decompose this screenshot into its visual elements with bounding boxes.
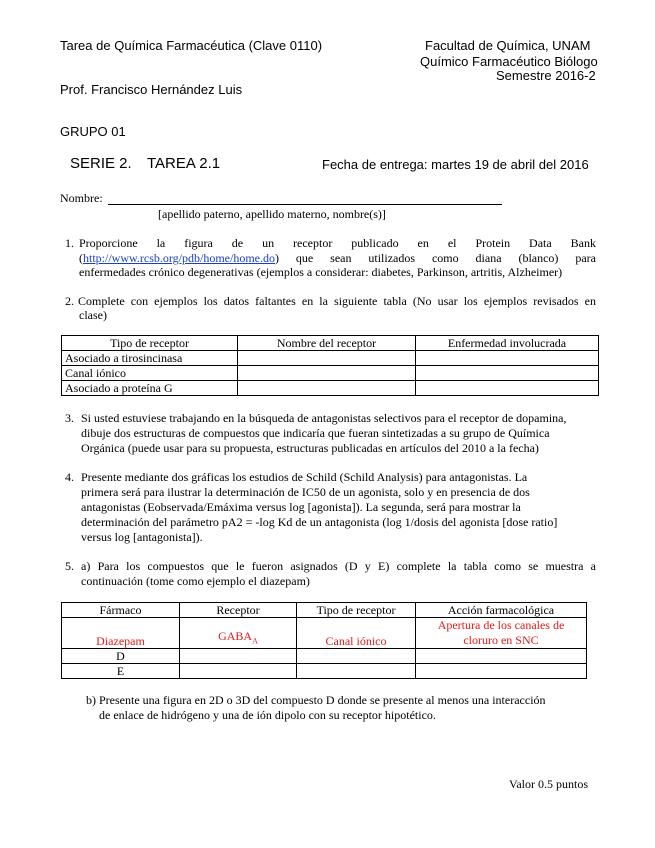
series-label: SERIE 2.: [70, 155, 132, 172]
q3-line3: Orgánica (puede usar para su propuesta, estructuras publicadas en artículos del 2010 a la fecha): [81, 441, 539, 455]
q1-line2: (http://www.rcsb.org/pdb/home/home.do) que sean utilizados como diana (blanco) para: [79, 251, 596, 265]
compound-cell: E: [62, 664, 180, 679]
q2-line1: Complete con ejemplos los datos faltantes en la siguiente tabla (No usar los ejemplos revisados en: [78, 294, 596, 308]
disease-cell[interactable]: [416, 351, 599, 366]
program-name: Químico Farmacéutico Biólogo: [420, 54, 598, 69]
score-value: Valor 0.5 puntos: [509, 777, 588, 791]
q5-line2: continuación (tome como ejemplo el diazepam): [81, 574, 310, 588]
table-header: Receptor: [180, 603, 297, 618]
table-row: [62, 381, 599, 396]
group-label: GRUPO 01: [60, 124, 126, 139]
q4-line5: versus log [antagonista]).: [81, 530, 203, 544]
receptor-type-cell[interactable]: [297, 664, 416, 679]
table-row: [62, 649, 587, 664]
task-label: TAREA 2.1: [147, 155, 221, 172]
receptor-name-cell[interactable]: [238, 381, 416, 396]
action-cell[interactable]: [416, 649, 587, 664]
q5-number: 5.: [65, 559, 74, 573]
q2-number: 2.: [65, 294, 74, 308]
example-row: [62, 618, 587, 649]
disease-cell[interactable]: [416, 381, 599, 396]
professor-name: Prof. Francisco Hernández Luis: [60, 82, 243, 97]
q5b-line2: de enlace de hidrógeno y una de ión dipolo con su receptor hipotético.: [99, 708, 436, 722]
table-header-row: [62, 603, 587, 618]
receptor-type-cell: Asociado a tirosincinasa: [62, 351, 238, 366]
example-action: Apertura de los canales de cloruro en SNC: [416, 618, 587, 649]
q1-line1: Proporcione la figura de un receptor publicado en el Protein Data Bank: [79, 236, 596, 250]
q3-number: 3.: [65, 411, 74, 425]
q1-line3: enfermedades crónico degenerativas (ejemplos a considerar: diabetes, Parkinson, artritis, Alzheimer): [79, 265, 563, 279]
table-row: [62, 366, 599, 381]
semester: Semestre 2016-2: [496, 68, 596, 83]
example-drug: Diazepam: [62, 618, 180, 649]
table-header: Tipo de receptor: [62, 336, 238, 351]
table-header: Fármaco: [62, 603, 180, 618]
due-date: Fecha de entrega: martes 19 de abril del 2016: [322, 157, 589, 172]
table-header-row: [62, 336, 599, 351]
pdb-link[interactable]: http://www.rcsb.org/pdb/home/home.do: [83, 251, 275, 265]
q4-line4: determinación del parámetro pA2 = -log Kd de un antagonista (log 1/dosis del agonista [dose ratio]: [81, 515, 558, 529]
example-receptor: $GABA_A$: [180, 618, 297, 649]
example-receptor-type: Canal iónico: [297, 618, 416, 649]
q4-number: 4.: [65, 470, 74, 484]
q3-line1: Si usted estuviese trabajando en la búsqueda de antagonistas selectivos para el receptor de dopamina,: [81, 411, 567, 425]
q5b-line1: b) Presente una figura en 2D o 3D del compuesto D donde se presente al menos una interacción: [86, 693, 546, 707]
receptor-name-cell[interactable]: [238, 366, 416, 381]
table-row: [62, 351, 599, 366]
table-header: Enfermedad involucrada: [416, 336, 599, 351]
q4-line3: antagonistas (Eobservada/Emáxima versus log [agonista]). La segunda, será para mostrar la: [81, 500, 521, 514]
receptor-type-cell[interactable]: [297, 649, 416, 664]
q2-line2: clase): [79, 308, 107, 322]
table-row: [62, 664, 587, 679]
faculty-name: Facultad de Química, UNAM: [425, 38, 591, 53]
receptor-name-cell[interactable]: [238, 351, 416, 366]
receptor-type-cell: Canal iónico: [62, 366, 238, 381]
disease-cell[interactable]: [416, 366, 599, 381]
receptor-type-cell: Asociado a proteína G: [62, 381, 238, 396]
q4-line2: primera será para ilustrar la determinación de IC50 de un agonista, solo y en presencia de dos: [81, 485, 530, 499]
table-header: Nombre del receptor: [238, 336, 416, 351]
receptor-cell[interactable]: [180, 664, 297, 679]
name-input-line[interactable]: [108, 204, 502, 205]
q1-number: 1.: [65, 236, 74, 250]
course-title: Tarea de Química Farmacéutica (Clave 0110): [60, 38, 323, 53]
name-hint: [apellido paterno, apellido materno, nombre(s)]: [158, 207, 386, 221]
q4-line1: Presente mediante dos gráficas los estudios de Schild (Schild Analysis) para antagonistas. La: [81, 470, 528, 484]
receptor-cell[interactable]: [180, 649, 297, 664]
receptor-table: [61, 335, 599, 396]
compound-cell: D: [62, 649, 180, 664]
name-label: Nombre:: [60, 191, 103, 205]
table-header: Acción farmacológica: [416, 603, 587, 618]
table-header: Tipo de receptor: [297, 603, 416, 618]
q5-line1: a) Para los compuestos que le fueron asignados (D y E) complete la tabla como se muestra a: [81, 559, 596, 573]
action-cell[interactable]: [416, 664, 587, 679]
q3-line2: dibuje dos estructuras de compuestos que indicaría que fueran sintetizadas a su grupo de Química: [81, 426, 550, 440]
compound-table: [61, 602, 587, 679]
